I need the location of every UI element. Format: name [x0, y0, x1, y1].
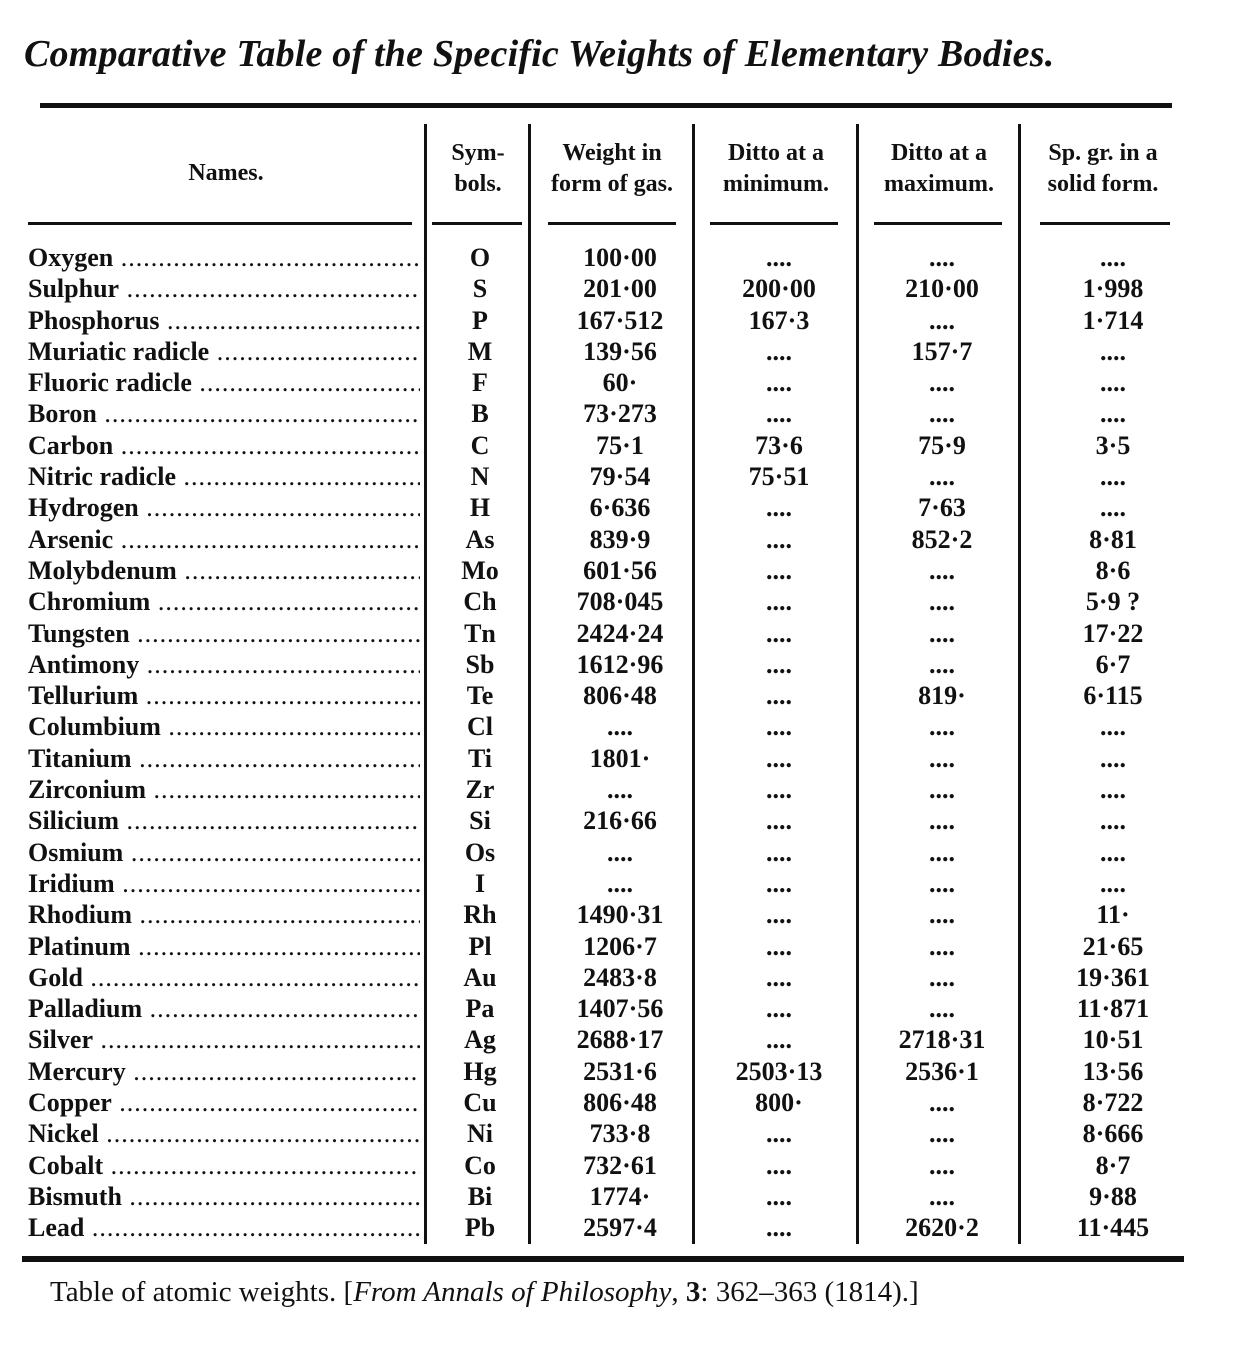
weight-gas: 1801· — [589, 743, 651, 773]
header-rule — [548, 222, 676, 225]
weight-minimum: .... — [766, 649, 792, 679]
weight-gas: 60· — [602, 368, 638, 398]
weight-maximum: 157·7 — [911, 336, 973, 366]
weight-gas: 2688·17 — [576, 1025, 664, 1055]
table-row — [28, 680, 1198, 711]
specific-gravity: .... — [1100, 837, 1126, 867]
weight-minimum: 2503·13 — [735, 1056, 823, 1086]
weight-gas: 216·66 — [583, 806, 657, 836]
weight-gas: 167·512 — [576, 305, 664, 335]
element-symbol: Pl — [468, 931, 492, 961]
specific-gravity: .... — [1100, 806, 1126, 836]
weight-minimum: 167·3 — [748, 305, 810, 335]
weight-minimum: .... — [766, 1119, 792, 1149]
weight-maximum: .... — [929, 775, 955, 805]
weight-maximum: 819· — [918, 681, 966, 711]
weight-gas: 733·8 — [589, 1119, 651, 1149]
element-name: Bismuth ..... — [28, 1181, 420, 1212]
weight-gas: 1612·96 — [576, 649, 664, 679]
weight-maximum: 75·9 — [918, 430, 966, 460]
element-symbol: S — [472, 274, 488, 304]
element-name: Tellurium ..... — [28, 680, 420, 711]
weight-maximum: .... — [929, 587, 955, 617]
weight-gas: .... — [607, 868, 633, 898]
weight-minimum: 200·00 — [742, 274, 816, 304]
specific-gravity: 9·88 — [1089, 1181, 1137, 1211]
weight-minimum: .... — [766, 1213, 792, 1243]
specific-gravity: 10·51 — [1082, 1025, 1144, 1055]
table-row — [28, 1212, 1198, 1243]
header-rule — [28, 222, 412, 225]
specific-gravity: .... — [1100, 243, 1126, 272]
element-symbol: Pb — [464, 1213, 496, 1243]
table-row — [28, 711, 1198, 742]
bottom-rule — [22, 1256, 1184, 1262]
weight-minimum: .... — [766, 681, 792, 711]
table-row — [28, 931, 1198, 962]
weight-minimum: .... — [766, 368, 792, 398]
table-row — [28, 805, 1198, 836]
weight-gas: 1206·7 — [583, 931, 657, 961]
weight-maximum: .... — [929, 962, 955, 992]
weight-minimum: 73·6 — [755, 430, 803, 460]
element-name: Boron ..... — [28, 398, 420, 429]
table-row — [28, 618, 1198, 649]
table-row — [28, 962, 1198, 993]
weight-minimum: .... — [766, 618, 792, 648]
weight-maximum: .... — [929, 1181, 955, 1211]
header-names: Names. — [188, 160, 264, 186]
specific-gravity: 8·7 — [1095, 1150, 1131, 1180]
weight-gas: 201·00 — [583, 274, 657, 304]
element-symbol: Si — [469, 806, 491, 836]
element-symbol: C — [470, 430, 490, 460]
weight-gas: 1490·31 — [576, 900, 664, 930]
table-caption — [50, 1276, 1230, 1309]
header-rule — [1040, 222, 1170, 225]
element-name: Rhodium ..... — [28, 899, 420, 930]
table-row — [28, 1056, 1198, 1087]
weight-gas: 839·9 — [589, 524, 651, 554]
weight-maximum: .... — [929, 806, 955, 836]
table-row — [28, 430, 1198, 461]
specific-gravity: 11·871 — [1076, 994, 1150, 1024]
element-name: Iridium ..... — [28, 868, 420, 899]
specific-gravity: .... — [1100, 743, 1126, 773]
weight-minimum: .... — [766, 555, 792, 585]
table-row — [28, 868, 1198, 899]
weight-gas: 2597·4 — [583, 1213, 657, 1243]
element-symbol: Rh — [463, 900, 497, 930]
element-name: Molybdenum ..... — [28, 555, 420, 586]
element-name: Phosphorus ..... — [28, 305, 420, 336]
header-rule — [432, 222, 522, 225]
specific-gravity: 8·6 — [1095, 555, 1131, 585]
specific-gravity: 11· — [1096, 900, 1130, 930]
table-row — [28, 837, 1198, 868]
weight-minimum: .... — [766, 1025, 792, 1055]
element-symbol: P — [472, 305, 488, 335]
specific-gravity: 21·65 — [1082, 931, 1144, 961]
element-symbol: N — [470, 462, 490, 492]
element-symbol: Ch — [463, 587, 497, 617]
table-row — [28, 367, 1198, 398]
specific-gravity: 8·722 — [1082, 1088, 1144, 1118]
table-row — [28, 242, 1198, 273]
specific-gravity: 8·666 — [1082, 1119, 1144, 1149]
weight-maximum: .... — [929, 649, 955, 679]
table-row — [28, 461, 1198, 492]
weight-gas: 806·48 — [583, 681, 657, 711]
element-symbol: Cl — [467, 712, 493, 742]
weight-gas: 6·636 — [589, 493, 651, 523]
element-name: Carbon ..... — [28, 430, 420, 461]
weight-minimum: .... — [766, 336, 792, 366]
page-title: Comparative Table of the Specific Weights of Elementary Bodies. — [24, 33, 1055, 75]
header-specific-gravity: Sp. gr. in a solid form. — [1047, 140, 1159, 197]
element-name: Nitric radicle ..... — [28, 461, 420, 492]
weight-minimum: .... — [766, 994, 792, 1024]
element-name: Platinum ..... — [28, 931, 420, 962]
weight-minimum: .... — [766, 775, 792, 805]
element-symbol: Bi — [467, 1181, 493, 1211]
weight-maximum: .... — [929, 743, 955, 773]
weight-minimum: .... — [766, 931, 792, 961]
element-symbol: O — [469, 243, 491, 272]
weight-minimum: .... — [766, 243, 792, 272]
weight-gas: 2483·8 — [583, 962, 657, 992]
weight-minimum: .... — [766, 868, 792, 898]
specific-gravity: .... — [1100, 712, 1126, 742]
weight-minimum: .... — [766, 1181, 792, 1211]
specific-gravity: .... — [1100, 868, 1126, 898]
specific-gravity: 1·714 — [1082, 305, 1144, 335]
weight-minimum: 800· — [755, 1088, 803, 1118]
weight-minimum: .... — [766, 743, 792, 773]
element-symbol: Cu — [463, 1088, 497, 1118]
weight-maximum: 852·2 — [911, 524, 973, 554]
top-rule — [40, 103, 1172, 108]
element-symbol: Tn — [464, 618, 496, 648]
element-name: Silicium ..... — [28, 805, 420, 836]
element-name: Nickel ..... — [28, 1118, 420, 1149]
specific-gravity: 3·5 — [1095, 430, 1131, 460]
weight-maximum: .... — [929, 1088, 955, 1118]
specific-gravity: 17·22 — [1082, 618, 1144, 648]
specific-gravity: .... — [1100, 493, 1126, 523]
table-row — [28, 1181, 1198, 1212]
element-name: Palladium ..... — [28, 993, 420, 1024]
element-name: Muriatic radicle ..... — [28, 336, 420, 367]
weight-gas: 806·48 — [583, 1088, 657, 1118]
weight-minimum: .... — [766, 1150, 792, 1180]
weight-minimum: 75·51 — [748, 462, 810, 492]
element-name: Osmium ..... — [28, 837, 420, 868]
table-row — [28, 993, 1198, 1024]
weight-minimum: .... — [766, 837, 792, 867]
element-table-body — [28, 242, 1198, 1244]
specific-gravity: 6·115 — [1083, 681, 1143, 711]
header-symbols: Sym- bols. — [451, 140, 505, 197]
weight-maximum: .... — [929, 994, 955, 1024]
weight-maximum: .... — [929, 618, 955, 648]
weight-gas: 2531·6 — [583, 1056, 657, 1086]
specific-gravity: 6·7 — [1095, 649, 1131, 679]
element-symbol: Ag — [464, 1025, 496, 1055]
element-name: Antimony ..... — [28, 649, 420, 680]
element-name: Zirconium ..... — [28, 774, 420, 805]
table-row — [28, 1118, 1198, 1149]
weight-minimum: .... — [766, 587, 792, 617]
table-row — [28, 899, 1198, 930]
element-name: Fluoric radicle ..... — [28, 367, 420, 398]
element-name: Hydrogen ..... — [28, 492, 420, 523]
weight-minimum: .... — [766, 399, 792, 429]
caption-volume: 3 — [685, 1276, 701, 1308]
table-row — [28, 305, 1198, 336]
weight-maximum: .... — [929, 399, 955, 429]
weight-maximum: 2718·31 — [898, 1025, 986, 1055]
weight-maximum: .... — [929, 868, 955, 898]
specific-gravity: 5·9 ? — [1085, 587, 1141, 617]
element-symbol: Sb — [465, 649, 495, 679]
table-row — [28, 774, 1198, 805]
specific-gravity: .... — [1100, 775, 1126, 805]
caption-separator: , — [671, 1276, 686, 1308]
element-symbol: Co — [464, 1150, 496, 1180]
weight-gas: 79·54 — [589, 462, 651, 492]
element-name: Copper ..... — [28, 1087, 420, 1118]
specific-gravity: 8·81 — [1089, 524, 1137, 554]
weight-gas: 75·1 — [596, 430, 644, 460]
weight-maximum: .... — [929, 555, 955, 585]
element-name: Sulphur ..... — [28, 273, 420, 304]
weight-minimum: .... — [766, 900, 792, 930]
caption-source: From Annals of Philosophy — [353, 1276, 672, 1308]
element-name: Columbium ..... — [28, 711, 420, 742]
weight-gas: 2424·24 — [576, 618, 664, 648]
weight-gas: 1774· — [589, 1181, 651, 1211]
element-name: Tungsten ..... — [28, 618, 420, 649]
table-row — [28, 398, 1198, 429]
weight-gas: 73·273 — [583, 399, 657, 429]
table-row — [28, 492, 1198, 523]
weight-maximum: 7·63 — [918, 493, 966, 523]
weight-gas: 139·56 — [583, 336, 657, 366]
weight-maximum: .... — [929, 368, 955, 398]
weight-maximum: .... — [929, 837, 955, 867]
header-weight-gas: Weight in form of gas. — [551, 140, 673, 197]
specific-gravity: 19·361 — [1076, 962, 1150, 992]
element-name: Lead ..... — [28, 1212, 420, 1243]
table-row — [28, 1024, 1198, 1055]
table-row — [28, 1150, 1198, 1181]
weight-maximum: .... — [929, 712, 955, 742]
element-symbol: Pa — [465, 994, 495, 1024]
weight-gas: .... — [607, 712, 633, 742]
weight-gas: 732·61 — [583, 1150, 657, 1180]
element-symbol: Mo — [461, 555, 499, 585]
specific-gravity: .... — [1100, 368, 1126, 398]
header-rule — [710, 222, 838, 225]
specific-gravity: 11·445 — [1076, 1213, 1150, 1243]
weight-gas: .... — [607, 775, 633, 805]
element-name: Titanium ..... — [28, 743, 420, 774]
weight-maximum: .... — [929, 243, 955, 272]
element-name: Gold ..... — [28, 962, 420, 993]
element-name: Mercury ..... — [28, 1056, 420, 1087]
table-row — [28, 273, 1198, 304]
header-rule — [874, 222, 1002, 225]
specific-gravity: .... — [1100, 336, 1126, 366]
weight-maximum: 2536·1 — [905, 1056, 979, 1086]
element-name: Arsenic ..... — [28, 524, 420, 555]
element-symbol: I — [474, 868, 486, 898]
specific-gravity: 13·56 — [1082, 1056, 1144, 1086]
weight-maximum: .... — [929, 900, 955, 930]
weight-gas: 100·00 — [583, 243, 657, 272]
element-name: Cobalt ..... — [28, 1150, 420, 1181]
weight-gas: 708·045 — [576, 587, 664, 617]
weight-maximum: 2620·2 — [905, 1213, 979, 1243]
weight-maximum: .... — [929, 1150, 955, 1180]
element-symbol: Te — [466, 681, 494, 711]
element-name: Silver ..... — [28, 1024, 420, 1055]
element-symbol: H — [469, 493, 491, 523]
weight-maximum: 210·00 — [905, 274, 979, 304]
weight-maximum: .... — [929, 305, 955, 335]
weight-minimum: .... — [766, 712, 792, 742]
element-symbol: Ti — [467, 743, 493, 773]
weight-minimum: .... — [766, 493, 792, 523]
element-symbol: Os — [464, 837, 496, 867]
table-row — [28, 524, 1198, 555]
table-row — [28, 743, 1198, 774]
specific-gravity: .... — [1100, 399, 1126, 429]
table-row — [28, 649, 1198, 680]
caption-lead: Table of atomic weights. [ — [50, 1276, 354, 1308]
table-row — [28, 1087, 1198, 1118]
weight-minimum: .... — [766, 962, 792, 992]
weight-minimum: .... — [766, 524, 792, 554]
weight-gas: .... — [607, 837, 633, 867]
specific-gravity: 1·998 — [1082, 274, 1144, 304]
caption-pages: : 362–363 (1814).] — [700, 1276, 919, 1308]
element-symbol: M — [467, 336, 493, 366]
element-symbol: Au — [463, 962, 497, 992]
table-row — [28, 336, 1198, 367]
element-name: Chromium ..... — [28, 586, 420, 617]
weight-gas: 601·56 — [583, 555, 657, 585]
weight-gas: 1407·56 — [576, 994, 664, 1024]
element-symbol: Zr — [465, 775, 495, 805]
weight-maximum: .... — [929, 931, 955, 961]
specific-gravity: .... — [1100, 462, 1126, 492]
element-symbol: As — [465, 524, 495, 554]
table-row — [28, 586, 1198, 617]
element-symbol: B — [471, 399, 489, 429]
header-maximum: Ditto at a maximum. — [884, 140, 994, 197]
element-symbol: Ni — [467, 1119, 493, 1149]
header-minimum: Ditto at a minimum. — [722, 140, 829, 197]
table-row — [28, 555, 1198, 586]
weight-minimum: .... — [766, 806, 792, 836]
weight-maximum: .... — [929, 462, 955, 492]
element-symbol: Hg — [463, 1056, 497, 1086]
weight-maximum: .... — [929, 1119, 955, 1149]
element-name: Oxygen ..... — [28, 242, 420, 273]
element-symbol: F — [472, 368, 488, 398]
